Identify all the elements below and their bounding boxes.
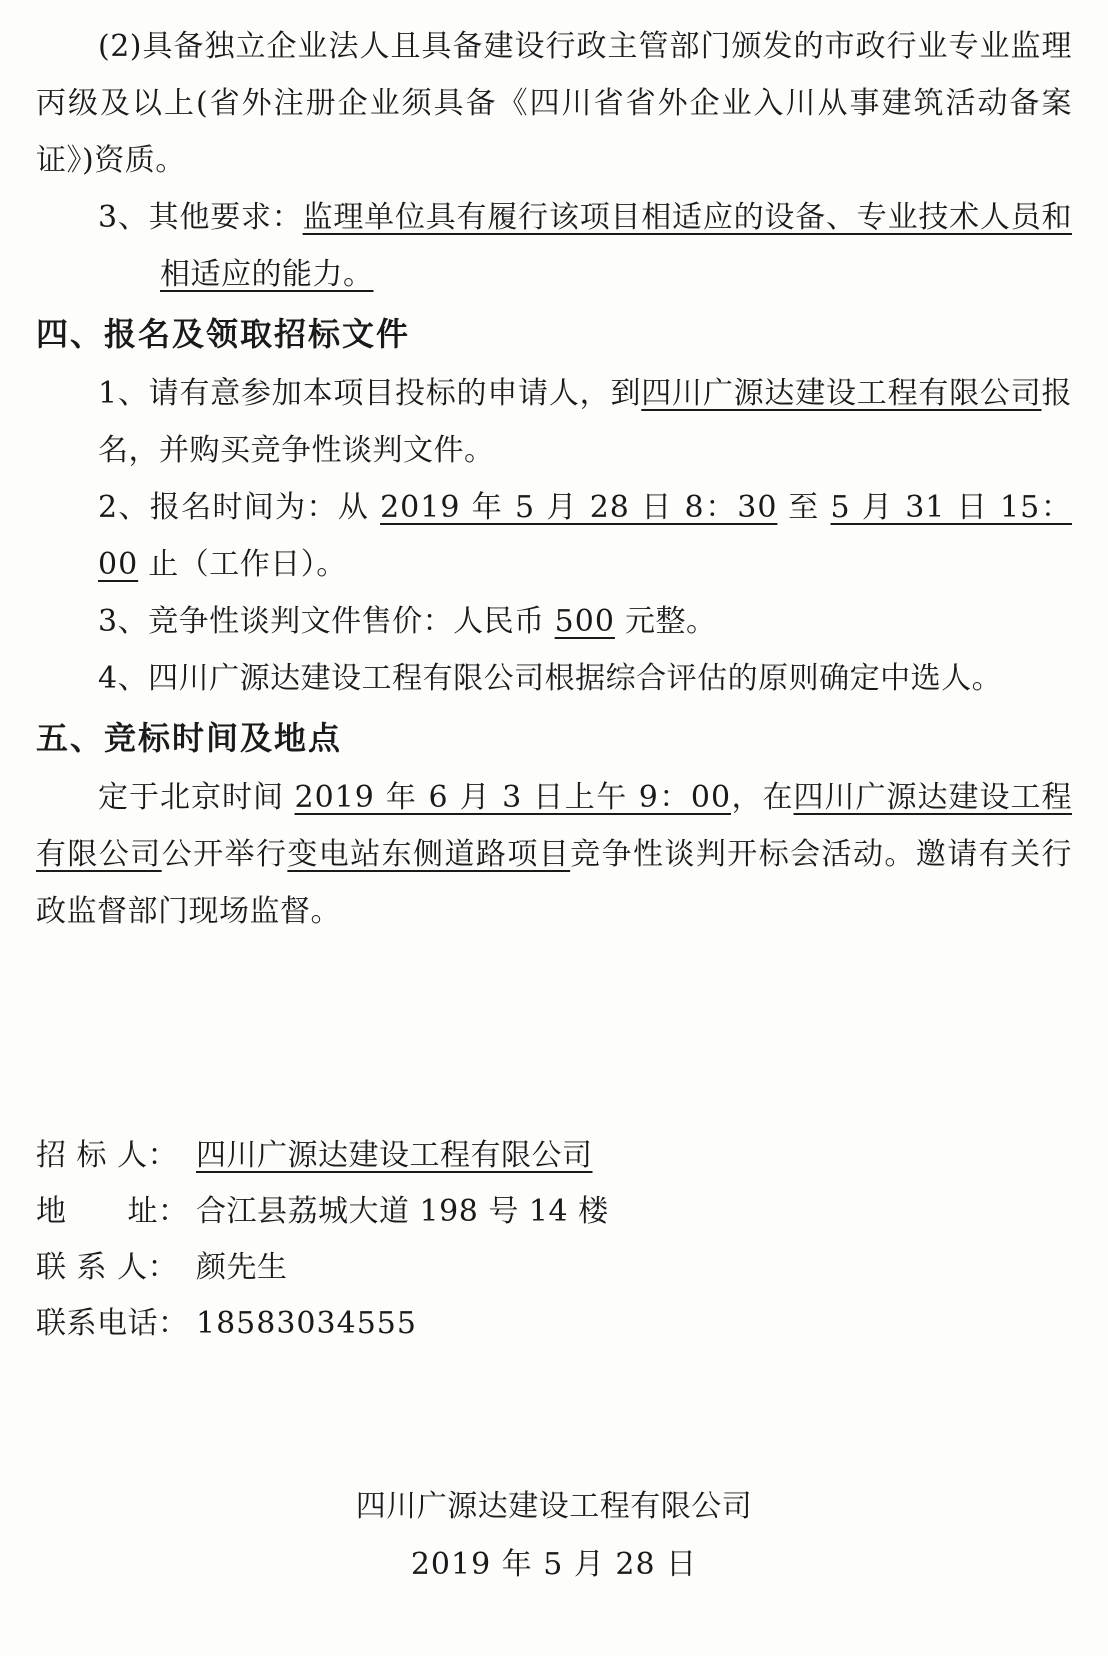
footer-date: 2019 年 5 月 28 日 — [410, 1547, 698, 1582]
item-5-prefix: 定于北京时间 — [98, 780, 284, 815]
item-4-3 — [36, 593, 1072, 650]
clause-3-underlined: 监理单位具有履行该项目相适应的设备、专业技术人员和相适应的能力。 — [160, 200, 1073, 292]
item-4-2-end-time: 5 月 31 日 15：00 — [98, 490, 1072, 582]
item-5 — [36, 769, 1072, 940]
contact-value: 颜先生 — [196, 1250, 288, 1285]
footer-company: 四川广源达建设工程有限公司 — [355, 1489, 753, 1524]
item-4-2-suffix: 止（工作日）。 — [148, 547, 347, 582]
item-4-1-company: 四川广源达建设工程有限公司 — [641, 376, 1042, 411]
section-four-title: 四、报名及领取招标文件 — [36, 315, 411, 353]
item-4-2-mid: 至 — [788, 490, 820, 525]
item-5-company: 四川广源达建设工程有限公司 — [36, 780, 1073, 872]
address-row — [36, 1184, 1072, 1240]
item-5-suffix: 竞争性谈判开标会活动。邀请有关行政监督部门现场监督。 — [36, 837, 1072, 929]
tenderer-row — [36, 1128, 1072, 1184]
item-4-3-prefix: 3、竞争性谈判文件售价：人民币 — [98, 604, 545, 639]
item-4-4: 4、四川广源达建设工程有限公司根据综合评估的原则确定中选人。 — [98, 661, 1003, 696]
item-5-project: 变电站东侧道路项目 — [287, 837, 571, 872]
item-4-1 — [36, 365, 1072, 479]
item-4-1-text-1: 1、请有意参加本项目投标的申请人，到 — [98, 376, 642, 411]
clause-3-prefix: 3、其他要求： — [98, 200, 303, 235]
item-4-1-text-2: 报名，并购买竞争性谈判文件。 — [98, 376, 1073, 468]
item-5-mid2: 公开举行 — [161, 837, 288, 872]
item-4-3-price: 500 — [554, 604, 615, 639]
phone-label: 联系电话： — [36, 1306, 189, 1341]
phone-value: 18583034555 — [196, 1306, 417, 1341]
tenderer-label: 招 标 人： — [36, 1138, 179, 1173]
contact-row — [36, 1240, 1072, 1296]
address-label: 地 址： — [36, 1194, 189, 1229]
item-4-2-prefix: 2、报名时间为：从 — [98, 490, 370, 525]
tenderer-value: 四川广源达建设工程有限公司 — [196, 1138, 593, 1173]
document-body — [36, 18, 1072, 940]
address-value: 合江县荔城大道 198 号 14 楼 — [196, 1194, 609, 1229]
item-4-3-suffix: 元整。 — [624, 604, 717, 639]
item-5-mid: ，在 — [731, 780, 794, 815]
phone-row — [36, 1296, 1072, 1352]
contact-label: 联 系 人： — [36, 1250, 179, 1285]
clause-2-2: (2)具备独立企业法人且具备建设行政主管部门颁发的市政行业专业监理丙级及以上(省外注册企业须具备《四川省省外企业入川从事建筑活动备案证》)资质。 — [36, 29, 1072, 178]
item-5-time: 2019 年 6 月 3 日上午 9：00 — [294, 780, 732, 815]
clause-3 — [36, 189, 1072, 303]
footer-block — [0, 1478, 1108, 1594]
section-five-title: 五、竞标时间及地点 — [36, 719, 343, 757]
signature-block — [36, 1128, 1072, 1352]
item-4-2 — [36, 479, 1072, 593]
item-4-2-start-time: 2019 年 5 月 28 日 8：30 — [380, 490, 778, 525]
